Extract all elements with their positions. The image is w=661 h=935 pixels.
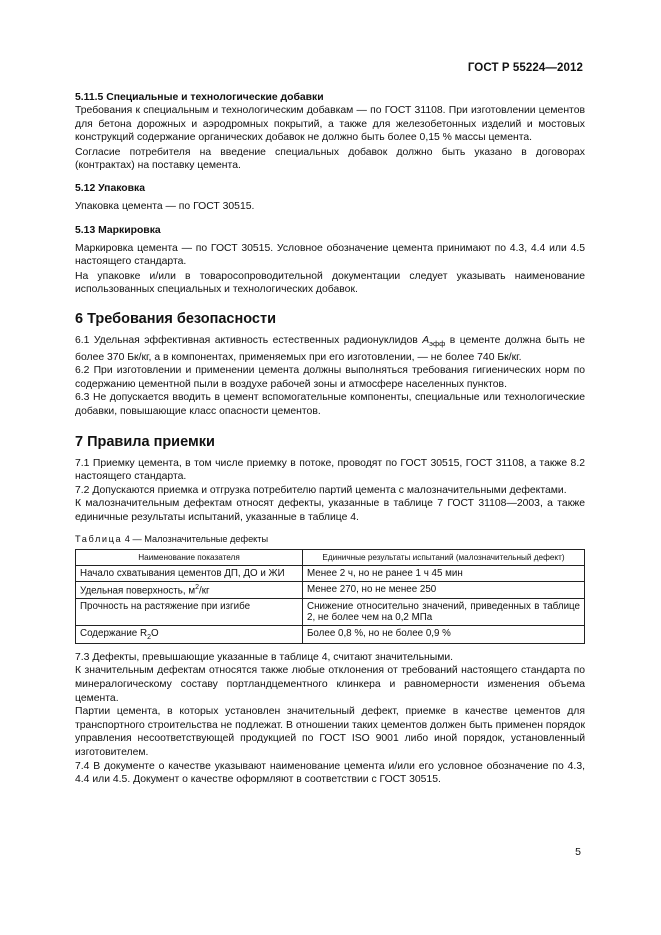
section-5-13-title: 5.13 Маркировка	[75, 224, 161, 236]
section-5-12-paragraph-1: Упаковка цемента — по ГОСТ 30515.	[75, 200, 255, 212]
surface-unit: /кг	[198, 584, 210, 596]
section-5-11-5-title: 5.11.5 Специальные и технологические добавки	[75, 92, 324, 103]
content-label: Содержание R	[80, 627, 148, 639]
section-5-13-paragraph-2: На упаковке и/или в товаросопроводительной документации следует указывать наименование использованных специальных и технологических добавок.	[75, 270, 585, 296]
content-sub: 2	[147, 633, 151, 641]
section-5-13-paragraph-1: Маркировка цемента — по ГОСТ 30515. Условное обозначение цемента принимают по 4.3, 4.4 или 4.5 настоящего стандарта.	[75, 242, 585, 268]
table-cell	[76, 625, 303, 643]
table-header-indicator: Наименование показателя	[76, 549, 303, 565]
section-6-paragraph-1	[75, 334, 585, 364]
section-5-11-5-paragraph-1: Требования к специальным и технологическим добавкам — по ГОСТ 31108. При изготовлении цементов для бетона дорожных и аэродромных покрытий, а также для железобетонных изделий и мостовых конструкций содержание органических добавок не должно быть более 0,15 % массы цемента.	[75, 105, 585, 144]
table-row	[76, 565, 585, 581]
table-header-row	[76, 549, 585, 565]
table-cell	[76, 581, 303, 598]
section-5-11-5-paragraph-2: Согласие потребителя на введение специальных добавок должно быть указано в договорах (контрактах) на поставку цемента.	[75, 146, 585, 172]
page-content	[75, 92, 585, 787]
table-caption-number: 4 —	[122, 533, 145, 544]
activity-symbol: A	[422, 334, 430, 346]
section-7-paragraph-1: 7.1 Приемку цемента, в том числе приемку в потоке, проводят по ГОСТ 30515, ГОСТ 31108, а также 8.2 настоящего стандарта.	[75, 457, 585, 483]
table-cell: Более 0,8 %, но не более 0,9 %	[303, 625, 585, 643]
section-5-12-title: 5.12 Упаковка	[75, 182, 146, 194]
section-7-title: 7 Правила приемки	[75, 433, 215, 450]
table-caption-label: Таблица	[75, 533, 123, 544]
content-suffix: O	[150, 627, 159, 639]
activity-subscript: эфф	[429, 339, 446, 349]
section-6-paragraph-2: 6.2 При изготовлении и применении цемента должны выполняться требования гигиенических норм по содержанию цементной пыли в воздухе рабочей зоны и атмосфере населенных пунктов.	[75, 365, 585, 390]
surface-sup: 2	[195, 583, 199, 591]
section-7-paragraph-5: К значительным дефектам относятся также любые отклонения от требований настоящего стандарта по минералогическому составу портландцементного клинкера и равномерности изменения объема цемента.	[75, 665, 585, 704]
table-cell: Менее 2 ч, но не ранее 1 ч 45 мин	[303, 565, 585, 581]
table-row	[76, 625, 585, 643]
page-number: 5	[575, 846, 581, 858]
table-caption-title: Малозначительные дефекты	[144, 533, 269, 544]
section-6-paragraph-1-end: в цементе должна быть не более 370 Бк/кг, а в компонентах, применяемых при его изготовлении, — не более 740 Бк/кг.	[75, 334, 585, 363]
section-6-paragraph-1-start: 6.1 Удельная эффективная активность естественных радионуклидов	[75, 334, 423, 346]
section-7-paragraph-2: 7.2 Допускаются приемка и отгрузка потребителю партий цемента с малозначительными дефектами.	[75, 484, 567, 496]
table-cell: Начало схватывания цементов ДП, ДО и ЖИ	[76, 565, 303, 581]
standard-header: ГОСТ Р 55224—2012	[467, 62, 583, 74]
table-cell: Прочность на растяжение при изгибе	[76, 598, 303, 625]
surface-label: Удельная поверхность, м	[80, 584, 196, 596]
section-7-paragraph-4: 7.3 Дефекты, превышающие указанные в таблице 4, считают значительными.	[75, 651, 454, 663]
table-4-caption	[75, 534, 585, 544]
table-cell: Менее 270, но не менее 250	[303, 581, 585, 598]
section-7-paragraph-3: К малозначительным дефектам относят дефекты, указанные в таблице 7 ГОСТ 31108—2003, а также единичные результаты испытаний, указанные в таблице 4.	[75, 498, 585, 523]
table-header-results: Единичные результаты испытаний (малозначительный дефект)	[303, 549, 585, 565]
table-row	[76, 581, 585, 598]
section-6-title: 6 Требования безопасности	[75, 310, 277, 327]
table-4	[75, 549, 585, 644]
section-7-paragraph-6: Партии цемента, в которых установлен значительный дефект, приемке в качестве цементов для транспортного строительства не подлежат. В отношении таких цементов должен быть применен порядок управления несоответствующей продукцией по ГОСТ ISO 9001 либо иной порядок, установленный изготовителем.	[75, 706, 585, 758]
section-7-paragraph-7: 7.4 В документе о качестве указывают наименование цемента и/или его условное обозначение по 4.3, 4.4 или 4.5. Документ о качестве оформляют в соответствии с ГОСТ 30515.	[75, 760, 585, 786]
table-cell: Снижение относительно значений, приведенных в таблице 2, не более чем на 0,2 МПа	[303, 598, 585, 625]
table-row	[76, 598, 585, 625]
section-6-paragraph-3: 6.3 Не допускается вводить в цемент вспомогательные компоненты, специальные или технологические добавки, повышающие класс опасности цементов.	[75, 392, 585, 417]
